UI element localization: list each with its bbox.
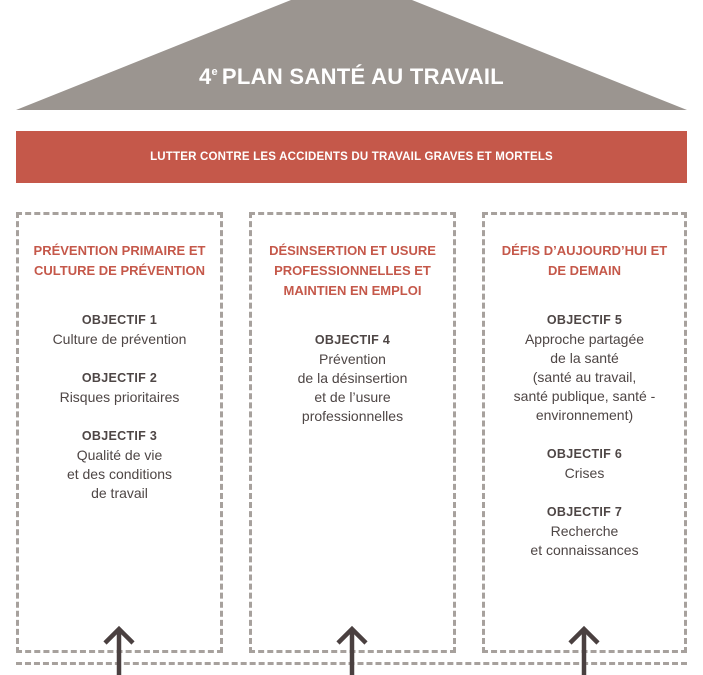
objective-text: Culture de prévention (52, 331, 187, 347)
arrow-up-icon (566, 625, 602, 675)
objective-label: OBJECTIF 6 (546, 447, 623, 461)
objective-7 (485, 503, 684, 560)
objective-2 (19, 369, 220, 407)
objective-label: OBJECTIF 7 (546, 505, 623, 519)
objective-5 (485, 311, 684, 425)
objective-1 (19, 311, 220, 349)
pillar-title: DÉFIS D’AUJOURD’HUI ET DE DEMAIN (501, 243, 668, 278)
banner-accidents: LUTTER CONTRE LES ACCIDENTS DU TRAVAIL GRAVES ET MORTELS (16, 131, 687, 183)
pillar-prevention-primaire (16, 212, 223, 653)
objective-3 (19, 427, 220, 503)
objective-text: Recherche et connaissances (530, 523, 639, 558)
objective-label: OBJECTIF 1 (81, 313, 158, 327)
objective-label: OBJECTIF 4 (314, 333, 391, 347)
pillar-defis (482, 212, 687, 653)
roof-shape (0, 0, 703, 112)
objective-text: Qualité de vie et des conditions de travail (66, 447, 173, 501)
pillar-title: DÉSINSERTION ET USURE PROFESSIONNELLES ET MAINTIEN EN EMPLOI (269, 243, 436, 298)
pillar-desinsertion (249, 212, 456, 653)
arrow-up-icon (101, 625, 137, 675)
objective-label: OBJECTIF 3 (81, 429, 158, 443)
objective-4 (252, 331, 453, 426)
objective-6 (485, 445, 684, 483)
objective-label: OBJECTIF 5 (546, 313, 623, 327)
objective-text: Crises (564, 465, 605, 481)
objective-text: Risques prioritaires (59, 389, 180, 405)
pillar-title: PRÉVENTION PRIMAIRE ET CULTURE DE PRÉVENTION (33, 243, 206, 278)
objective-label: OBJECTIF 2 (81, 371, 158, 385)
arrow-up-icon (334, 625, 370, 675)
plan-title: 4e PLAN SANTÉ AU TRAVAIL (198, 64, 505, 89)
objective-text: Prévention de la désinsertion et de l’usure professionnelles (297, 351, 408, 424)
objective-text: Approche partagée de la santé (santé au travail, santé publique, santé - environnement) (513, 331, 656, 423)
